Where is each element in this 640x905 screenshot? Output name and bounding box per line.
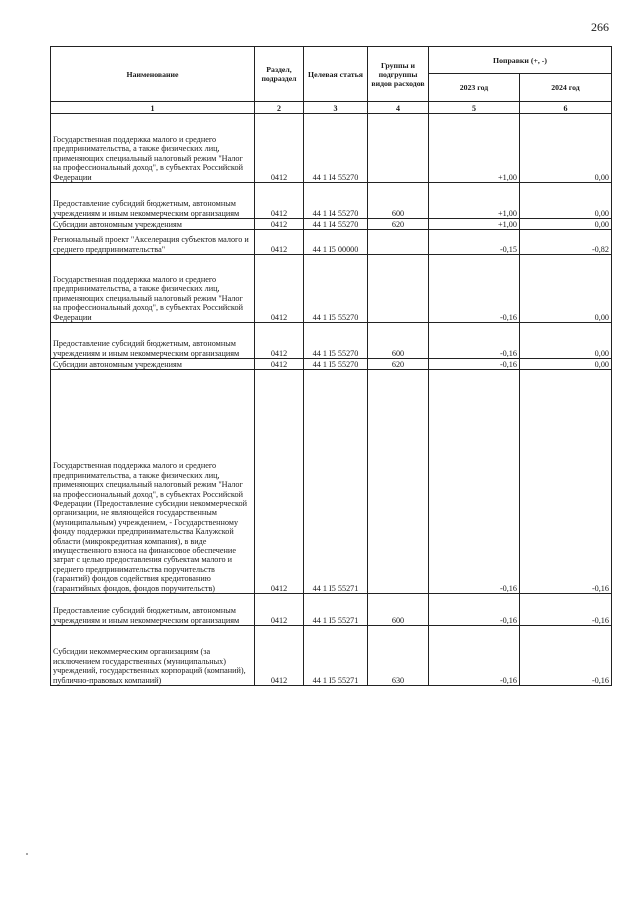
table-row — [51, 230, 612, 255]
row-name: Региональный проект "Акселерация субъектов малого и среднего предпринимательства" — [51, 230, 255, 255]
table-row — [51, 370, 612, 594]
row-name: Государственная поддержка малого и среднего предпринимательства, а также физических лиц, применяющих специальный налоговый режим "Налог на профессиональный доход", в субъектах Российской Федерации (Предоставление субсидии некоммерческой организации, не являющейся государственным (муниципальным) учреждением, - Государственному фонду поддержки предпринимательства Калужской области (микрокредитная компания), в виде имущественного взноса на финансовое обеспечение затрат с целью предоставления субъектам малого и среднего предпринимательства поручительств (гарантий) фондов содействия кредитованию (гарантийных фондов, фондов поручительств) — [51, 370, 255, 594]
row-value-2023: -0,16 — [429, 359, 520, 370]
row-group: 630 — [368, 626, 429, 686]
row-section: 0412 — [255, 370, 304, 594]
row-value-2024: -0,82 — [520, 230, 612, 255]
column-number: 6 — [520, 102, 612, 114]
row-target: 44 1 I4 55270 — [304, 183, 368, 219]
row-value-2023: +1,00 — [429, 183, 520, 219]
row-group — [368, 370, 429, 594]
row-target: 44 1 I4 55270 — [304, 114, 368, 183]
row-value-2023: -0,16 — [429, 323, 520, 359]
row-group: 600 — [368, 183, 429, 219]
row-value-2024: -0,16 — [520, 370, 612, 594]
row-value-2024: 0,00 — [520, 323, 612, 359]
table-row — [51, 183, 612, 219]
row-name: Предоставление субсидий бюджетным, автономным учреждениям и иным некоммерческим организациям — [51, 323, 255, 359]
row-name: Субсидии автономным учреждениям — [51, 359, 255, 370]
row-value-2023: +1,00 — [429, 114, 520, 183]
row-value-2024: -0,16 — [520, 626, 612, 686]
column-number: 5 — [429, 102, 520, 114]
row-value-2024: -0,16 — [520, 594, 612, 626]
row-name: Предоставление субсидий бюджетным, автономным учреждениям и иным некоммерческим организациям — [51, 183, 255, 219]
row-target: 44 1 I5 55271 — [304, 594, 368, 626]
table-row — [51, 626, 612, 686]
column-number: 4 — [368, 102, 429, 114]
row-value-2023: -0,16 — [429, 255, 520, 323]
row-group: 600 — [368, 594, 429, 626]
row-name: Государственная поддержка малого и среднего предпринимательства, а также физических лиц, применяющих специальный налоговый режим "Налог на профессиональный доход", в субъектах Российской Федерации — [51, 114, 255, 183]
column-number-row — [51, 102, 612, 114]
col-header-target: Целевая статья — [304, 47, 368, 102]
row-group — [368, 114, 429, 183]
row-value-2024: 0,00 — [520, 183, 612, 219]
row-section: 0412 — [255, 230, 304, 255]
budget-amendments-table — [50, 46, 612, 686]
column-number: 3 — [304, 102, 368, 114]
table-row — [51, 114, 612, 183]
row-target: 44 1 I5 55270 — [304, 323, 368, 359]
row-group — [368, 230, 429, 255]
col-header-groups: Группы и подгруппы видов расходов — [368, 47, 429, 102]
col-header-name: Наименование — [51, 47, 255, 102]
row-target: 44 1 I5 55271 — [304, 626, 368, 686]
table-row — [51, 323, 612, 359]
row-value-2023: -0,16 — [429, 626, 520, 686]
table-row — [51, 594, 612, 626]
table-row — [51, 359, 612, 370]
row-value-2024: 0,00 — [520, 114, 612, 183]
col-header-amendments: Поправки (+, -) — [429, 47, 612, 74]
row-target: 44 1 I5 55270 — [304, 359, 368, 370]
col-header-section: Раздел, подраздел — [255, 47, 304, 102]
row-target: 44 1 I5 55270 — [304, 255, 368, 323]
table-row — [51, 219, 612, 230]
row-value-2024: 0,00 — [520, 255, 612, 323]
row-target: 44 1 I5 00000 — [304, 230, 368, 255]
col-header-2024: 2024 год — [520, 74, 612, 102]
page-number: 266 — [591, 20, 609, 34]
row-section: 0412 — [255, 323, 304, 359]
row-group: 600 — [368, 323, 429, 359]
row-section: 0412 — [255, 594, 304, 626]
col-header-2023: 2023 год — [429, 74, 520, 102]
row-section: 0412 — [255, 219, 304, 230]
table-row — [51, 255, 612, 323]
row-section: 0412 — [255, 183, 304, 219]
row-name: Субсидии автономным учреждениям — [51, 219, 255, 230]
row-value-2024: 0,00 — [520, 359, 612, 370]
row-target: 44 1 I5 55271 — [304, 370, 368, 594]
row-section: 0412 — [255, 359, 304, 370]
row-target: 44 1 I4 55270 — [304, 219, 368, 230]
row-value-2023: -0,15 — [429, 230, 520, 255]
row-value-2023: -0,16 — [429, 370, 520, 594]
row-value-2023: +1,00 — [429, 219, 520, 230]
column-number: 1 — [51, 102, 255, 114]
scan-speck — [26, 853, 28, 855]
row-section: 0412 — [255, 114, 304, 183]
row-name: Субсидии некоммерческим организациям (за исключением государственных (муниципальных) учреждений, государственных корпораций (компаний), публично-правовых компаний) — [51, 626, 255, 686]
row-group: 620 — [368, 359, 429, 370]
row-group — [368, 255, 429, 323]
row-value-2024: 0,00 — [520, 219, 612, 230]
header-row — [51, 47, 612, 74]
row-section: 0412 — [255, 255, 304, 323]
row-section: 0412 — [255, 626, 304, 686]
column-number: 2 — [255, 102, 304, 114]
row-group: 620 — [368, 219, 429, 230]
row-name: Государственная поддержка малого и среднего предпринимательства, а также физических лиц, применяющих специальный налоговый режим "Налог на профессиональный доход", в субъектах Российской Федерации — [51, 255, 255, 323]
row-name: Предоставление субсидий бюджетным, автономным учреждениям и иным некоммерческим организациям — [51, 594, 255, 626]
row-value-2023: -0,16 — [429, 594, 520, 626]
